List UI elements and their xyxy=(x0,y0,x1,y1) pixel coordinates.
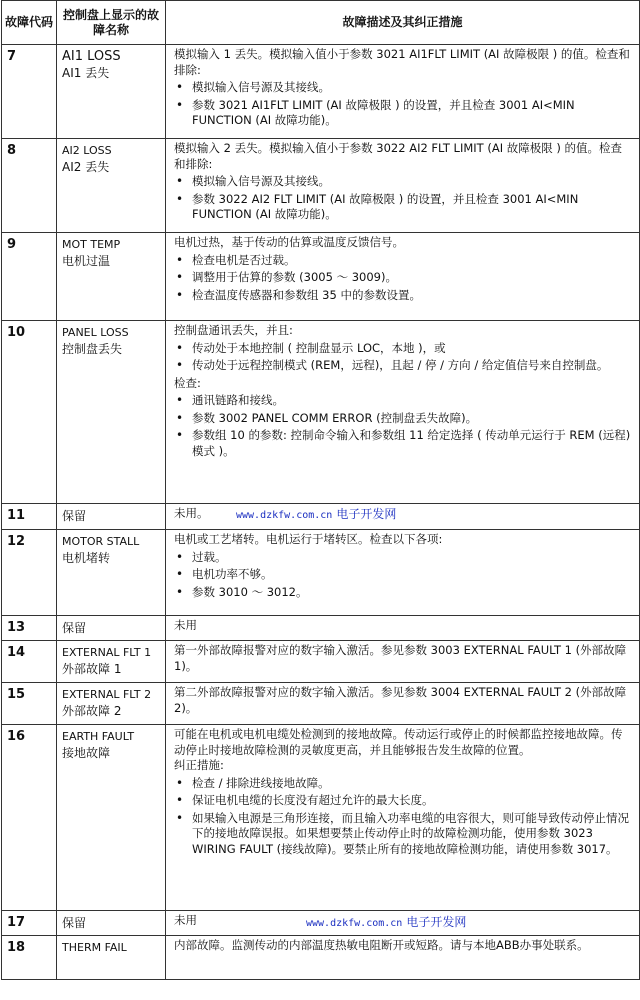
fault-name-cn: 保留 xyxy=(62,916,87,930)
fault-name-cn: AI2 丢失 xyxy=(62,160,110,174)
watermark-site: 电子开发网 xyxy=(336,507,397,521)
fault-code: 7 xyxy=(2,45,57,139)
fault-code: 12 xyxy=(2,530,57,616)
watermark-url: www.dzkfw.com.cn xyxy=(236,510,333,521)
header-name: 控制盘上显示的故障名称 xyxy=(57,1,166,45)
list-item: • 保证电机电缆的长度没有超过允许的最大长度。 xyxy=(174,793,633,809)
watermark-site: 电子开发网 xyxy=(406,915,467,929)
table-row xyxy=(2,641,640,683)
list-item: • 检查温度传感器和参数组 35 中的参数设置。 xyxy=(174,288,633,304)
watermark xyxy=(306,915,466,932)
list-item: • 参数 3022 AI2 FLT LIMIT (AI 故障极限 ) 的设置，并且检查 3001 AI<MIN FUNCTION (AI 故障功能)。 xyxy=(174,192,633,223)
table-row xyxy=(2,616,640,641)
table-row xyxy=(2,911,640,936)
description-text: 模拟输入 2 丢失。模拟输入值小于参数 3022 AI2 FLT LIMIT (AI 故障极限 ) 的值。检查和排除: xyxy=(174,141,623,171)
description-text: 第一外部故障报警对应的数字输入激活。参见参数 3003 EXTERNAL FAULT 1 (外部故障 1)。 xyxy=(174,643,627,673)
fault-name-en: EARTH FAULT xyxy=(62,730,135,743)
fault-name xyxy=(57,233,166,321)
description-text: 未用 xyxy=(174,913,197,927)
list-item: • 参数 3021 AI1FLT LIMIT (AI 故障极限 ) 的设置，并且检查 3001 AI<MIN FUNCTION (AI 故障功能)。 xyxy=(174,98,633,129)
description-text: 电机过热，基于传动的估算或温度反馈信号。 xyxy=(174,235,404,249)
fault-name-cn: 电机堵转 xyxy=(62,551,111,565)
fault-code: 10 xyxy=(2,321,57,504)
fault-code: 15 xyxy=(2,683,57,725)
fault-name xyxy=(57,641,166,683)
list-item: • 电机功率不够。 xyxy=(174,567,633,583)
table-row xyxy=(2,139,640,233)
fault-description xyxy=(166,45,640,139)
fault-description xyxy=(166,641,640,683)
fault-code: 17 xyxy=(2,911,57,936)
fault-name xyxy=(57,530,166,616)
list-item: • 传动处于远程控制模式 (REM，远程)，且起 / 停 / 方向 / 给定值信号来自控制盘。 xyxy=(174,358,633,374)
fault-description xyxy=(166,936,640,980)
header-code: 故障代码 xyxy=(2,1,57,45)
fault-name-cn: 接地故障 xyxy=(62,746,111,760)
header-row xyxy=(2,1,640,45)
fault-description xyxy=(166,139,640,233)
fault-name-en: AI2 LOSS xyxy=(62,144,112,157)
table-row xyxy=(2,683,640,725)
watermark-url: www.dzkfw.com.cn xyxy=(306,918,403,929)
fault-name-en: PANEL LOSS xyxy=(62,326,129,339)
fault-description xyxy=(166,725,640,911)
description-text: 纠正措施: xyxy=(174,758,224,772)
fault-name-en: MOT TEMP xyxy=(62,238,121,251)
fault-name xyxy=(57,616,166,641)
description-text: 未用。 xyxy=(174,506,209,520)
list-item: • 如果输入电源是三角形连接，而且输入功率电缆的电容很大，则可能导致传动停止情况下的接地故障误报。如果想要禁止传动停止时的故障检测功能，使用参数 3023 WIRING FAULT (接线故障)。要禁止所有的接地故障检测功能，请使用参数 3017。 xyxy=(174,811,633,858)
list-item: • 模拟输入信号源及其接线。 xyxy=(174,174,633,190)
fault-name-cn: 外部故障 2 xyxy=(62,704,122,718)
description-text: 控制盘通讯丢失，并且: xyxy=(174,323,293,337)
description-text: 可能在电机或电机电缆处检测到的接地故障。传动运行或停止的时候都监控接地故障。传动停止时接地故障检测的灵敏度更高，并且能够报告发生故障的位置。 xyxy=(174,727,623,757)
table-row xyxy=(2,936,640,980)
fault-name xyxy=(57,936,166,980)
fault-name xyxy=(57,911,166,936)
fault-code: 13 xyxy=(2,616,57,641)
fault-name xyxy=(57,683,166,725)
fault-description xyxy=(166,911,640,936)
fault-code: 14 xyxy=(2,641,57,683)
fault-name xyxy=(57,45,166,139)
watermark xyxy=(236,507,396,524)
fault-code: 11 xyxy=(2,504,57,530)
list-item: • 参数组 10 的参数: 控制命令输入和参数组 11 给定选择 ( 传动单元运行于 REM (远程) 模式 )。 xyxy=(174,428,633,459)
fault-description xyxy=(166,530,640,616)
fault-description xyxy=(166,321,640,504)
list-item: • 调整用于估算的参数 (3005 ～ 3009)。 xyxy=(174,270,633,286)
list-item: • 参数 3010 ～ 3012。 xyxy=(174,585,633,601)
fault-name-en: MOTOR STALL xyxy=(62,535,140,548)
table-row xyxy=(2,233,640,321)
list-item: • 参数 3002 PANEL COMM ERROR (控制盘丢失故障)。 xyxy=(174,411,633,427)
fault-description xyxy=(166,504,640,530)
table-row xyxy=(2,321,640,504)
list-item: • 传动处于本地控制 ( 控制盘显示 LOC，本地 )，或 xyxy=(174,341,633,357)
description-text: 电机或工艺堵转。电机运行于堵转区。检查以下各项: xyxy=(174,532,443,546)
fault-code: 18 xyxy=(2,936,57,980)
table-row xyxy=(2,725,640,911)
fault-name-cn: 保留 xyxy=(62,509,87,523)
fault-description xyxy=(166,616,640,641)
list-item: • 检查 / 排除进线接地故障。 xyxy=(174,776,633,792)
table-row xyxy=(2,530,640,616)
fault-name xyxy=(57,725,166,911)
list-item: • 通讯链路和接线。 xyxy=(174,393,633,409)
fault-description xyxy=(166,683,640,725)
fault-code-table xyxy=(1,0,640,980)
fault-name xyxy=(57,504,166,530)
table-row xyxy=(2,504,640,530)
fault-name-en: AI1 LOSS xyxy=(62,49,121,64)
fault-code: 8 xyxy=(2,139,57,233)
fault-name-cn: 外部故障 1 xyxy=(62,662,122,676)
fault-name-cn: 电机过温 xyxy=(62,254,111,268)
header-desc: 故障描述及其纠正措施 xyxy=(166,1,640,45)
table-row xyxy=(2,45,640,139)
list-item: • 过载。 xyxy=(174,550,633,566)
fault-name xyxy=(57,139,166,233)
fault-name-cn: AI1 丢失 xyxy=(62,66,110,80)
fault-name-en: EXTERNAL FLT 2 xyxy=(62,688,152,701)
fault-description xyxy=(166,233,640,321)
fault-code: 9 xyxy=(2,233,57,321)
description-text: 第二外部故障报警对应的数字输入激活。参见参数 3004 EXTERNAL FAULT 2 (外部故障 2)。 xyxy=(174,685,627,715)
fault-name-en: THERM FAIL xyxy=(62,941,127,954)
description-text: 检查: xyxy=(174,375,201,390)
description-text: 模拟输入 1 丢失。模拟输入值小于参数 3021 AI1FLT LIMIT (AI 故障极限 ) 的值。检查和排除: xyxy=(174,47,630,77)
description-text: 未用 xyxy=(174,618,197,632)
fault-code: 16 xyxy=(2,725,57,911)
list-item: • 检查电机是否过载。 xyxy=(174,253,633,269)
description-text: 内部故障。监测传动的内部温度热敏电阻断开或短路。请与本地ABB办事处联系。 xyxy=(174,938,589,952)
list-item: • 模拟输入信号源及其接线。 xyxy=(174,80,633,96)
fault-name-cn: 保留 xyxy=(62,621,87,635)
fault-name-cn: 控制盘丢失 xyxy=(62,342,123,356)
fault-name-en: EXTERNAL FLT 1 xyxy=(62,646,152,659)
fault-name xyxy=(57,321,166,504)
